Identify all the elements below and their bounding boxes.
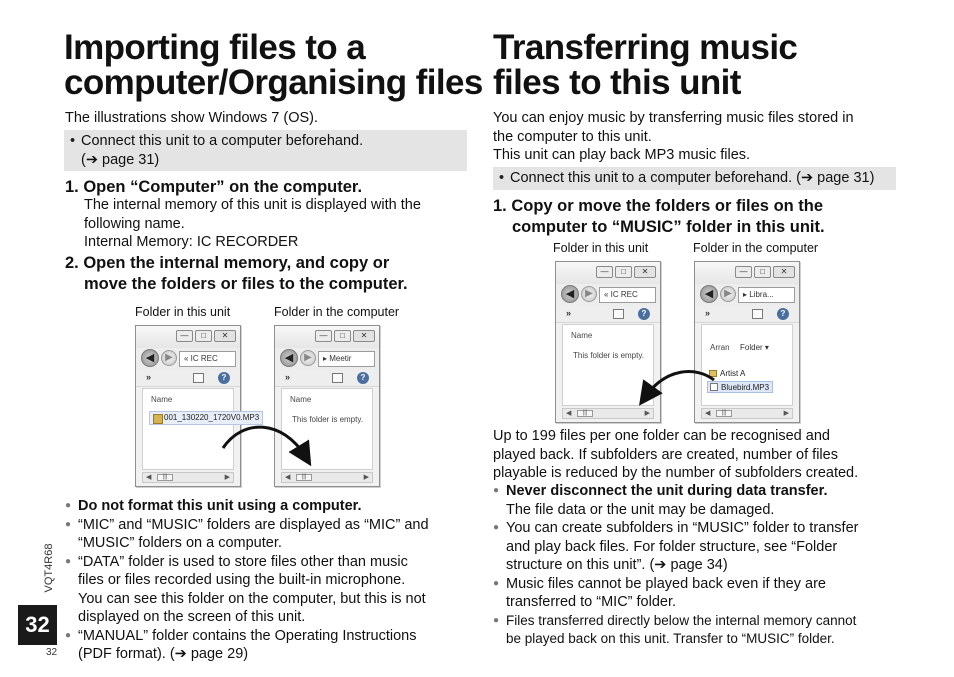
- left-note-line1: • Connect this unit to a computer beforehand.: [68, 132, 467, 151]
- left-bullet-4: ● “MANUAL” folder contains the Operating Instructions: [65, 627, 470, 646]
- right-title-line2: files to this unit: [493, 63, 741, 102]
- close-icon[interactable]: ✕: [214, 330, 236, 342]
- right-paragraph-line2: played back. If subfolders are created, number of files: [493, 446, 838, 463]
- window-titlebar: [275, 326, 379, 348]
- horizontal-scrollbar[interactable]: [701, 408, 793, 419]
- forward-arrow-icon[interactable]: ▶: [300, 350, 316, 366]
- empty-folder-message: This folder is empty.: [292, 415, 363, 424]
- right-step1-title: [493, 196, 825, 238]
- view-icon[interactable]: [332, 373, 343, 383]
- maximize-icon[interactable]: □: [615, 266, 632, 278]
- right-bullet-3-cont: transferred to “MIC” folder.: [506, 594, 677, 610]
- close-icon[interactable]: ✕: [353, 330, 375, 342]
- horizontal-scrollbar[interactable]: [142, 472, 234, 483]
- left-note-line2: (➔ page 31): [81, 151, 160, 168]
- right-step1-line1: 1. Copy or move the folders or files on the: [493, 197, 824, 215]
- column-header-name[interactable]: Name: [571, 331, 593, 340]
- right-note-line: • Connect this unit to a computer beforehand. (➔ page 31): [497, 169, 896, 188]
- right-bullet-4-cont: be played back on this unit. Transfer to “MUSIC” folder.: [506, 630, 835, 646]
- address-bar[interactable]: « IC REC: [179, 351, 236, 367]
- scroll-right-icon[interactable]: ▶: [224, 474, 230, 481]
- left-note-box: [64, 130, 467, 171]
- right-bullet-list: [493, 482, 903, 648]
- left-step1-body-line2: following name.: [84, 215, 185, 232]
- right-paragraph-line1: Up to 199 files per one folder can be recognised and: [493, 428, 830, 444]
- left-title: [64, 30, 483, 100]
- back-arrow-icon[interactable]: ◀: [561, 285, 579, 303]
- column-header-name[interactable]: Name: [151, 395, 173, 404]
- arrange-folder-dropdown[interactable]: Folder ▾: [740, 343, 769, 352]
- window-toolbar: [275, 370, 379, 387]
- chevron-right-icon[interactable]: »: [705, 308, 711, 318]
- window-titlebar: [556, 262, 660, 284]
- minimize-icon[interactable]: —: [596, 266, 613, 278]
- minimize-icon[interactable]: —: [735, 266, 752, 278]
- left-bullet-3: ● “DATA” folder is used to store files other than music: [65, 553, 470, 572]
- address-bar[interactable]: « IC REC: [599, 287, 656, 303]
- left-step1-title: 1. Open “Computer” on the computer.: [65, 178, 363, 196]
- window-navbar: [695, 284, 799, 306]
- chevron-right-icon[interactable]: »: [146, 372, 152, 382]
- window-toolbar: [556, 306, 660, 323]
- help-icon[interactable]: ?: [218, 372, 230, 384]
- forward-arrow-icon[interactable]: ▶: [581, 286, 597, 302]
- back-arrow-icon[interactable]: ◀: [280, 349, 298, 367]
- empty-folder-message: This folder is empty.: [573, 351, 644, 360]
- scroll-thumb[interactable]: |||: [157, 474, 173, 481]
- scroll-thumb[interactable]: |||: [296, 474, 312, 481]
- view-icon[interactable]: [193, 373, 204, 383]
- right-title: [493, 30, 797, 100]
- list-item-label: Artist A: [720, 369, 746, 378]
- arrange-by-label: Arran: [710, 343, 730, 352]
- back-arrow-icon[interactable]: ◀: [700, 285, 718, 303]
- scroll-right-icon[interactable]: ▶: [783, 410, 789, 417]
- right-intro-line1: You can enjoy music by transferring music files stored in: [493, 110, 854, 126]
- help-icon[interactable]: ?: [777, 308, 789, 320]
- scroll-left-icon[interactable]: ◀: [285, 474, 291, 481]
- scroll-right-icon[interactable]: ▶: [363, 474, 369, 481]
- file-item[interactable]: 001_130220_1720V0.MP3: [149, 411, 263, 425]
- right-paragraph-line3: playable is reduced by the number of subfolders created.: [493, 465, 859, 481]
- left-bullet-3-cont3: displayed on the screen of this unit.: [78, 609, 306, 625]
- help-icon[interactable]: ?: [638, 308, 650, 320]
- left-step2-line1: 2. Open the internal memory, and copy or: [65, 254, 390, 272]
- right-note-box: [493, 167, 896, 190]
- window-navbar: [275, 348, 379, 370]
- left-bullet-2-cont: “MUSIC” folders on a computer.: [78, 535, 282, 551]
- left-step2-line2: move the folders or files to the computer.: [84, 275, 408, 293]
- window-toolbar: [136, 370, 240, 387]
- left-step2-title: [65, 253, 408, 295]
- left-step1-body: [84, 196, 421, 252]
- address-bar[interactable]: ▸ Libra...: [738, 287, 795, 303]
- right-intro: [493, 109, 854, 165]
- help-icon[interactable]: ?: [357, 372, 369, 384]
- right-caption-computer: Folder in the computer: [693, 241, 819, 255]
- left-bullet-1: ● Do not format this unit using a computer.: [65, 497, 470, 516]
- drag-arrow-icon: [638, 366, 718, 404]
- view-icon[interactable]: [613, 309, 624, 319]
- left-step1-body-line1: The internal memory of this unit is displayed with the: [84, 197, 421, 213]
- scroll-left-icon[interactable]: ◀: [566, 410, 572, 417]
- right-bullet-2: ● You can create subfolders in “MUSIC” folder to transfer: [493, 519, 903, 538]
- forward-arrow-icon[interactable]: ▶: [720, 286, 736, 302]
- close-icon[interactable]: ✕: [773, 266, 795, 278]
- window-toolbar: [695, 306, 799, 323]
- left-bullet-4-cont: (PDF format). (➔ page 29): [78, 646, 249, 662]
- right-intro-line3: This unit can play back MP3 music files.: [493, 147, 751, 163]
- maximize-icon[interactable]: □: [754, 266, 771, 278]
- page-number-box: 32: [18, 605, 57, 645]
- left-title-line1: Importing files to a: [64, 28, 366, 67]
- right-bullet-1-sub: The file data or the unit may be damaged.: [506, 501, 775, 518]
- window-titlebar: [695, 262, 799, 284]
- horizontal-scrollbar[interactable]: [562, 408, 654, 419]
- left-bullet-3-cont1: files or files recorded using the built-in microphone.: [78, 572, 406, 588]
- left-step1-body-line3: Internal Memory: IC RECORDER: [84, 234, 299, 250]
- address-bar[interactable]: ▸ Meetir: [318, 351, 375, 367]
- chevron-right-icon[interactable]: »: [566, 308, 572, 318]
- chevron-right-icon[interactable]: »: [285, 372, 291, 382]
- left-caption-computer: Folder in the computer: [274, 305, 400, 319]
- maximize-icon[interactable]: □: [334, 330, 351, 342]
- drag-arrow-icon: [215, 418, 315, 468]
- horizontal-scrollbar[interactable]: [281, 472, 373, 483]
- minimize-icon[interactable]: —: [176, 330, 193, 342]
- close-icon[interactable]: ✕: [634, 266, 656, 278]
- right-bullet-3: ● Music files cannot be played back even if they are: [493, 575, 903, 594]
- right-caption-unit: Folder in this unit: [553, 241, 649, 255]
- list-item-label: Bluebird.MP3: [721, 383, 770, 392]
- scroll-thumb[interactable]: |||: [577, 410, 593, 417]
- left-bullet-list: [65, 497, 470, 664]
- scroll-left-icon[interactable]: ◀: [146, 474, 152, 481]
- scroll-right-icon[interactable]: ▶: [644, 410, 650, 417]
- right-paragraph: [493, 427, 858, 483]
- forward-arrow-icon[interactable]: ▶: [161, 350, 177, 366]
- page-number-small: 32: [46, 647, 58, 658]
- right-step1-line2: computer to “MUSIC” folder in this unit.: [512, 218, 825, 236]
- window-titlebar: [136, 326, 240, 348]
- minimize-icon[interactable]: —: [315, 330, 332, 342]
- window-navbar: [556, 284, 660, 306]
- left-title-line2: computer/Organising files: [64, 63, 483, 102]
- scroll-thumb[interactable]: |||: [716, 410, 732, 417]
- view-icon[interactable]: [752, 309, 763, 319]
- right-title-line1: Transferring music: [493, 28, 798, 67]
- left-caption-unit: Folder in this unit: [135, 305, 231, 319]
- side-code: [41, 540, 55, 600]
- column-header-name[interactable]: Name: [290, 395, 312, 404]
- right-bullet-1: ● Never disconnect the unit during data transfer.: [493, 482, 903, 501]
- left-intro: The illustrations show Windows 7 (OS).: [65, 110, 319, 126]
- scroll-left-icon[interactable]: ◀: [705, 410, 711, 417]
- right-bullet-2-cont2: structure on this unit”. (➔ page 34): [506, 557, 728, 573]
- right-intro-line2: the computer to this unit.: [493, 128, 652, 145]
- right-bullet-4: ● Files transferred directly below the internal memory cannot: [493, 612, 903, 630]
- left-bullet-2: ● “MIC” and “MUSIC” folders are displayed as “MIC” and: [65, 516, 470, 535]
- maximize-icon[interactable]: □: [195, 330, 212, 342]
- left-bullet-3-cont2: You can see this folder on the computer, but this is not: [78, 590, 426, 607]
- right-bullet-2-cont1: and play back files. For folder structure, see “Folder: [506, 538, 838, 555]
- window-navbar: [136, 348, 240, 370]
- side-code-text: VQT4R68: [43, 543, 55, 593]
- back-arrow-icon[interactable]: ◀: [141, 349, 159, 367]
